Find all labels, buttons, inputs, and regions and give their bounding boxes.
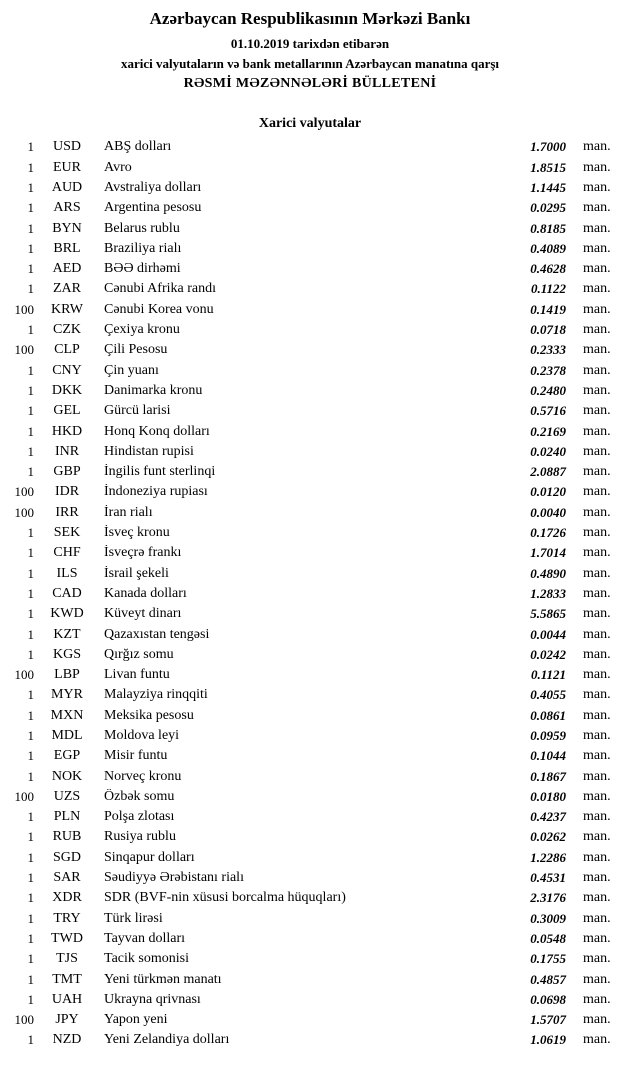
currency-name: Norveç kronu: [104, 768, 182, 784]
currency-row: [0, 300, 620, 320]
quantity: 100: [14, 667, 34, 683]
currency-row: [0, 909, 620, 929]
currency-name: Moldova leyi: [104, 728, 180, 743]
rate-value: 0.0959: [530, 728, 566, 743]
currency-name: Avro: [104, 159, 132, 175]
currency-code: UZS: [53, 788, 81, 804]
currency-code: ILS: [56, 565, 78, 581]
currency-code: IDR: [54, 484, 80, 500]
currency-row: [0, 320, 620, 340]
unit-label: man.: [583, 362, 611, 378]
quantity: 1: [27, 687, 34, 703]
quantity: 1: [27, 545, 34, 561]
currency-row: [0, 990, 620, 1010]
quantity: 1: [27, 139, 34, 155]
currency-name: Çili Pesosu: [104, 342, 168, 358]
unit-label: man.: [583, 261, 611, 277]
unit-label: man.: [583, 748, 611, 764]
quantity: 1: [27, 159, 34, 175]
unit-label: man.: [583, 220, 611, 236]
unit-label: man.: [583, 626, 611, 642]
quantity: 1: [27, 382, 34, 398]
quantity: 1: [27, 261, 34, 277]
currency-code: AUD: [51, 179, 83, 195]
quantity: 100: [14, 1012, 34, 1028]
currency-code: USD: [52, 139, 81, 155]
currency-code: KZT: [53, 626, 81, 642]
currency-row: [0, 665, 620, 685]
currency-name: İran rialı: [104, 504, 153, 520]
rate-value: 0.0718: [530, 322, 566, 338]
currency-code: KGS: [52, 646, 81, 662]
currency-row: [0, 401, 620, 421]
currency-code: CNY: [52, 362, 82, 378]
currency-row: [0, 685, 620, 705]
currency-row: [0, 563, 620, 583]
currency-code: INR: [54, 443, 80, 459]
currency-code: CZK: [53, 322, 81, 338]
currency-code: TRY: [53, 910, 81, 926]
currency-code: CHF: [53, 545, 81, 561]
rate-value: 0.0295: [530, 200, 566, 216]
rate-value: 0.0861: [530, 707, 566, 723]
rate-value: 1.2286: [530, 849, 566, 865]
rate-value: 0.4531: [530, 870, 566, 886]
rate-value: 0.2378: [530, 362, 566, 378]
currency-row: [0, 361, 620, 381]
currency-code: EUR: [53, 159, 81, 175]
currency-code: KRW: [51, 301, 83, 317]
quantity: 1: [27, 322, 34, 338]
currency-row: [0, 503, 620, 523]
unit-label: man.: [583, 870, 611, 886]
rate-value: 0.1044: [530, 748, 566, 764]
currency-row: [0, 949, 620, 969]
unit-label: man.: [583, 1012, 611, 1028]
currency-row: [0, 259, 620, 279]
quantity: 1: [27, 1032, 34, 1048]
quantity: 1: [27, 525, 34, 541]
currency-name: İsveçrə frankı: [104, 545, 182, 561]
quantity: 100: [14, 301, 34, 317]
subtitle-line: xarici valyutaların və bank metallarının Azərbaycan manatına qarşı: [120, 56, 500, 72]
effective-date-line: 01.10.2019 tarixdən etibarən: [230, 36, 390, 52]
quantity: 1: [27, 951, 34, 967]
rate-value: 0.4628: [530, 261, 566, 277]
unit-label: man.: [583, 504, 611, 520]
quantity: 1: [27, 240, 34, 256]
currency-row: [0, 929, 620, 949]
currency-row: [0, 848, 620, 868]
quantity: 1: [27, 829, 34, 845]
currency-name: Braziliya rialı: [104, 240, 182, 256]
currency-row: [0, 158, 620, 178]
unit-label: man.: [583, 159, 611, 175]
currency-code: ZAR: [53, 281, 81, 297]
rate-value: 0.1419: [530, 301, 566, 317]
unit-label: man.: [583, 788, 611, 804]
rate-value: 0.4055: [530, 687, 566, 703]
currency-code: MDL: [51, 728, 83, 743]
unit-label: man.: [583, 1032, 611, 1048]
currency-row: [0, 969, 620, 989]
unit-label: man.: [583, 423, 611, 439]
rate-value: 0.1121: [530, 667, 566, 683]
rate-value: 0.0180: [530, 788, 566, 804]
unit-label: man.: [583, 809, 611, 825]
quantity: 1: [27, 200, 34, 216]
currency-row: [0, 421, 620, 441]
unit-label: man.: [583, 240, 611, 256]
quantity: 1: [27, 646, 34, 662]
unit-label: man.: [583, 768, 611, 784]
currency-code: TWD: [51, 930, 83, 946]
rate-value: 0.8185: [530, 220, 566, 236]
currency-code: XDR: [52, 890, 82, 906]
currency-row: [0, 1030, 620, 1050]
currency-name: Küveyt dinarı: [104, 606, 182, 622]
currency-name: İsrail şekeli: [104, 565, 169, 581]
currency-name: Misir funtu: [104, 748, 168, 764]
currency-name: Livan funtu: [104, 667, 170, 683]
currency-row: [0, 482, 620, 502]
unit-label: man.: [583, 281, 611, 297]
rate-value: 0.2169: [530, 423, 566, 439]
rate-value: 0.1755: [530, 951, 566, 967]
currency-name: ABŞ dolları: [104, 139, 172, 155]
currency-name: İsveç kronu: [104, 525, 170, 541]
currency-row: [0, 239, 620, 259]
currency-code: EGP: [53, 748, 81, 764]
quantity: 1: [27, 870, 34, 886]
currency-code: SEK: [53, 525, 81, 541]
currency-name: Meksika pesosu: [104, 707, 194, 723]
currency-name: Qazaxıstan tengəsi: [104, 626, 210, 642]
currency-code: CLP: [54, 342, 80, 358]
unit-label: man.: [583, 829, 611, 845]
unit-label: man.: [583, 910, 611, 926]
quantity: 1: [27, 220, 34, 236]
currency-code: AED: [52, 261, 82, 277]
currency-name: Yeni Zelandiya dolları: [104, 1032, 230, 1048]
currency-name: Çexiya kronu: [104, 322, 180, 338]
unit-label: man.: [583, 667, 611, 683]
currency-code: MXN: [50, 707, 84, 723]
quantity: 1: [27, 809, 34, 825]
quantity: 1: [27, 930, 34, 946]
rate-value: 0.2480: [530, 382, 566, 398]
unit-label: man.: [583, 728, 611, 743]
currency-row: [0, 604, 620, 624]
rate-value: 1.2833: [530, 585, 566, 601]
currency-name: Tacik somonisi: [104, 951, 189, 967]
unit-label: man.: [583, 342, 611, 358]
unit-label: man.: [583, 971, 611, 987]
rate-value: 0.4890: [530, 565, 566, 581]
rate-value: 0.1122: [530, 281, 566, 297]
rate-value: 5.5865: [530, 606, 566, 622]
unit-label: man.: [583, 585, 611, 601]
currency-name: Malayziya rinqqiti: [104, 687, 208, 703]
rate-value: 0.1726: [530, 525, 566, 541]
bank-title: Azərbaycan Respublikasının Mərkəzi Bankı: [149, 9, 471, 28]
currency-name: İngilis funt sterlinqi: [104, 464, 216, 480]
rates-table: [0, 137, 620, 1050]
quantity: 100: [14, 484, 34, 500]
currency-name: Honq Konq dolları: [104, 423, 210, 439]
currency-name: Hindistan rupisi: [104, 443, 194, 459]
currency-row: [0, 1010, 620, 1030]
currency-code: BRL: [53, 240, 81, 256]
quantity: 1: [27, 281, 34, 297]
currency-name: Avstraliya dolları: [104, 179, 202, 195]
rate-value: 0.0242: [530, 646, 566, 662]
currency-code: GEL: [53, 403, 81, 419]
currency-code: PLN: [53, 809, 81, 825]
bulletin-header: [0, 0, 620, 92]
currency-name: Belarus rublu: [104, 220, 180, 236]
currency-code: LBP: [54, 667, 80, 683]
rate-value: 0.2333: [530, 342, 566, 358]
currency-code: KWD: [50, 606, 84, 622]
quantity: 100: [14, 504, 34, 520]
currency-row: [0, 868, 620, 888]
quantity: 1: [27, 606, 34, 622]
unit-label: man.: [583, 991, 611, 1007]
quantity: 1: [27, 403, 34, 419]
quantity: 100: [14, 788, 34, 804]
currency-name: Argentina pesosu: [104, 200, 202, 216]
rate-value: 0.0120: [530, 484, 566, 500]
section-title: Xarici valyutalar: [258, 116, 362, 132]
currency-row: [0, 137, 620, 157]
quantity: 1: [27, 768, 34, 784]
currency-row: [0, 523, 620, 543]
currency-row: [0, 787, 620, 807]
currency-name: Gürcü larisi: [104, 403, 171, 419]
quantity: 1: [27, 626, 34, 642]
currency-row: [0, 462, 620, 482]
currency-code: CAD: [52, 585, 82, 601]
quantity: 1: [27, 179, 34, 195]
currency-code: TMT: [52, 971, 82, 987]
currency-name: Kanada dolları: [104, 585, 187, 601]
rate-value: 0.0044: [530, 626, 566, 642]
currency-name: Danimarka kronu: [104, 382, 203, 398]
currency-row: [0, 726, 620, 746]
unit-label: man.: [583, 849, 611, 865]
currency-name: BƏƏ dirhəmi: [104, 261, 181, 277]
currency-name: Tayvan dolları: [104, 930, 186, 946]
currency-name: Ukrayna qrivnası: [104, 991, 201, 1007]
rate-value: 0.0240: [530, 443, 566, 459]
currency-row: [0, 218, 620, 238]
currency-code: NOK: [51, 768, 83, 784]
currency-name: Türk lirəsi: [104, 910, 163, 926]
quantity: 1: [27, 443, 34, 459]
unit-label: man.: [583, 545, 611, 561]
unit-label: man.: [583, 443, 611, 459]
unit-label: man.: [583, 200, 611, 216]
unit-label: man.: [583, 707, 611, 723]
currency-row: [0, 584, 620, 604]
currency-code: DKK: [51, 382, 83, 398]
currency-name: Yeni türkmən manatı: [104, 971, 222, 987]
rate-value: 1.7014: [530, 545, 566, 561]
rate-value: 1.7000: [530, 139, 566, 155]
rate-value: 0.0262: [530, 829, 566, 845]
rate-value: 1.0619: [530, 1032, 566, 1048]
currency-code: JPY: [55, 1012, 79, 1028]
currency-code: RUB: [52, 829, 82, 845]
rate-value: 1.5707: [530, 1012, 566, 1028]
quantity: 1: [27, 728, 34, 743]
unit-label: man.: [583, 139, 611, 155]
rate-value: 0.5716: [530, 403, 566, 419]
unit-label: man.: [583, 484, 611, 500]
unit-label: man.: [583, 890, 611, 906]
rate-value: 0.4237: [530, 809, 566, 825]
currency-name: Cənubi Afrika randı: [104, 281, 216, 297]
rate-value: 0.4857: [530, 971, 566, 987]
currency-code: SGD: [52, 849, 81, 865]
unit-label: man.: [583, 179, 611, 195]
quantity: 1: [27, 362, 34, 378]
unit-label: man.: [583, 301, 611, 317]
rate-value: 2.0887: [530, 464, 566, 480]
currency-row: [0, 766, 620, 786]
currency-code: BYN: [52, 220, 82, 236]
currency-name: Polşa zlotası: [104, 809, 175, 825]
quantity: 1: [27, 707, 34, 723]
currency-name: Rusiya rublu: [104, 829, 176, 845]
unit-label: man.: [583, 565, 611, 581]
unit-label: man.: [583, 930, 611, 946]
quantity: 1: [27, 423, 34, 439]
quantity: 1: [27, 748, 34, 764]
unit-label: man.: [583, 606, 611, 622]
quantity: 1: [27, 890, 34, 906]
currency-row: [0, 827, 620, 847]
currency-row: [0, 178, 620, 198]
currency-name: Sinqapur dolları: [104, 849, 195, 865]
unit-label: man.: [583, 646, 611, 662]
rate-value: 0.0698: [530, 991, 566, 1007]
currency-name: SDR (BVF-nin xüsusi borcalma hüquqları): [104, 890, 346, 906]
rate-value: 1.1445: [530, 179, 566, 195]
currency-row: [0, 888, 620, 908]
quantity: 1: [27, 991, 34, 1007]
currency-code: ARS: [53, 200, 81, 216]
currency-code: HKD: [51, 423, 83, 439]
quantity: 1: [27, 464, 34, 480]
currency-row: [0, 340, 620, 360]
currency-name: Səudiyyə Ərəbistanı rialı: [104, 870, 244, 886]
quantity: 1: [27, 849, 34, 865]
unit-label: man.: [583, 951, 611, 967]
currency-row: [0, 706, 620, 726]
currency-row: [0, 645, 620, 665]
currency-name: Özbək somu: [104, 788, 175, 804]
currency-row: [0, 279, 620, 299]
quantity: 100: [14, 342, 34, 358]
currency-row: [0, 807, 620, 827]
unit-label: man.: [583, 464, 611, 480]
rate-value: 2.3176: [530, 890, 566, 906]
unit-label: man.: [583, 382, 611, 398]
rate-value: 0.4089: [530, 240, 566, 256]
currency-name: Çin yuanı: [104, 362, 159, 378]
quantity: 1: [27, 585, 34, 601]
currency-name: Cənubi Korea vonu: [104, 301, 214, 317]
currency-code: TJS: [56, 951, 78, 967]
currency-name: Yapon yeni: [104, 1012, 168, 1028]
currency-row: [0, 543, 620, 563]
bulletin-title-line: RƏSMİ MƏZƏNNƏLƏRİ BÜLLETENİ: [183, 76, 437, 92]
currency-row: [0, 381, 620, 401]
rate-value: 0.1867: [530, 768, 566, 784]
currency-code: NZD: [52, 1032, 82, 1048]
rate-value: 0.0548: [530, 930, 566, 946]
rate-value: 0.3009: [530, 910, 566, 926]
unit-label: man.: [583, 525, 611, 541]
unit-label: man.: [583, 322, 611, 338]
currency-code: MYR: [51, 687, 83, 703]
currency-row: [0, 624, 620, 644]
currency-code: UAH: [51, 991, 83, 1007]
unit-label: man.: [583, 403, 611, 419]
quantity: 1: [27, 910, 34, 926]
currency-code: SAR: [53, 870, 81, 886]
currency-row: [0, 198, 620, 218]
quantity: 1: [27, 565, 34, 581]
currency-name: İndoneziya rupiası: [104, 484, 208, 500]
currency-row: [0, 746, 620, 766]
currency-code: IRR: [55, 504, 79, 520]
currency-row: [0, 442, 620, 462]
rate-value: 1.8515: [530, 159, 566, 175]
unit-label: man.: [583, 687, 611, 703]
currency-code: GBP: [53, 464, 81, 480]
currency-name: Qırğız somu: [104, 646, 174, 662]
rate-value: 0.0040: [530, 504, 566, 520]
quantity: 1: [27, 971, 34, 987]
